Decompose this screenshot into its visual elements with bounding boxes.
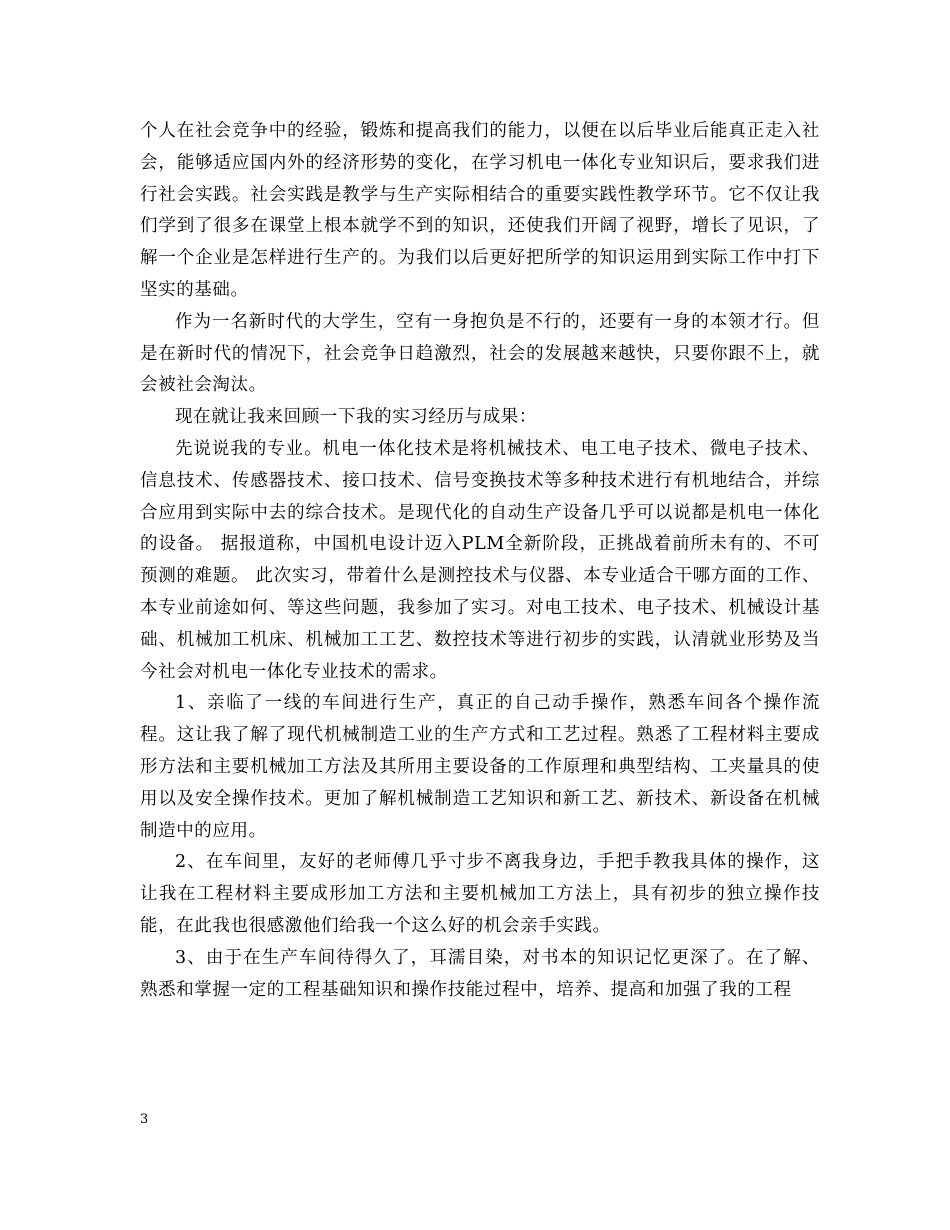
paragraph-6: 2、在车间里，友好的老师傅几乎寸步不离我身边，手把手教我具体的操作，这让我在工程材料主要成形加工方法和主要机械加工方法上，具有初步的独立操作技能，在此我也很感激他们给我一个这么好的机会亲手实践。 <box>140 852 820 936</box>
paragraph-2: 作为一名新时代的大学生，空有一身抱负是不行的，还要有一身的本领才行。但是在新时代的情况下，社会竞争日趋激烈，社会的发展越来越快，只要你跟不上，就会被社会淘汰。 <box>140 311 820 396</box>
page-number: 3 <box>140 1112 149 1127</box>
paragraph-1: 个人在社会竞争中的经验，锻炼和提高我们的能力，以便在以后毕业后能真正走入社会，能够适应国内外的经济形势的变化，在学习机电一体化专业知识后，要求我们进行社会实践。社会实践是教学与生产实际相结合的重要实践性教学环节。它不仅让我们学到了很多在课堂上根本就学不到的知识，还使我们开阔了视野，增长了见识，了解一个企业是怎样进行生产的。为我们以后更好把所学的知识运用到实际工作中打下坚实的基础。 <box>140 121 820 300</box>
paragraph-3: 现在就让我来回顾一下我的实习经历与成果： <box>175 407 537 428</box>
paragraph-4: 先说说我的专业。机电一体化技术是将机械技术、电工电子技术、微电子技术、信息技术、传感器技术、接口技术、信号变换技术等多种技术进行有机地结合，并综合应用到实际中去的综合技术。是现代化的自动生产设备几乎可以说都是机电一体化的设备。 据报道称，中国机电设计迈入PLM全新阶段，正挑战着前所未有的、不可预测的难题。 此次实习，带着什么是测控技术与仪器、本专业适合干哪方面的工作、本专业前途如何、等这些问题，我参加了实习。对电工技术、电子技术、机械设计基础、机械加工机床、机械加工工艺、数控技术等进行初步的实践，认清就业形势及当今社会对机电一体化专业技术的需求。 <box>140 438 820 682</box>
paragraph-5: 1、亲临了一线的车间进行生产，真正的自己动手操作，熟悉车间各个操作流程。这让我了解了现代机械制造工业的生产方式和工艺过程。熟悉了工程材料主要成形方法和主要机械加工方法及其所用主要设备的工作原理和典型结构、工夹量具的使用以及安全操作技术。更加了解机械制造工艺知识和新工艺、新技术、新设备在机械制造中的应用。 <box>140 693 820 841</box>
paragraph-7: 3、由于在生产车间待得久了，耳濡目染，对书本的知识记忆更深了。在了解、熟悉和掌握一定的工程基础知识和操作技能过程中，培养、提高和加强了我的工程 <box>140 947 820 1000</box>
body-text <box>140 116 820 1006</box>
